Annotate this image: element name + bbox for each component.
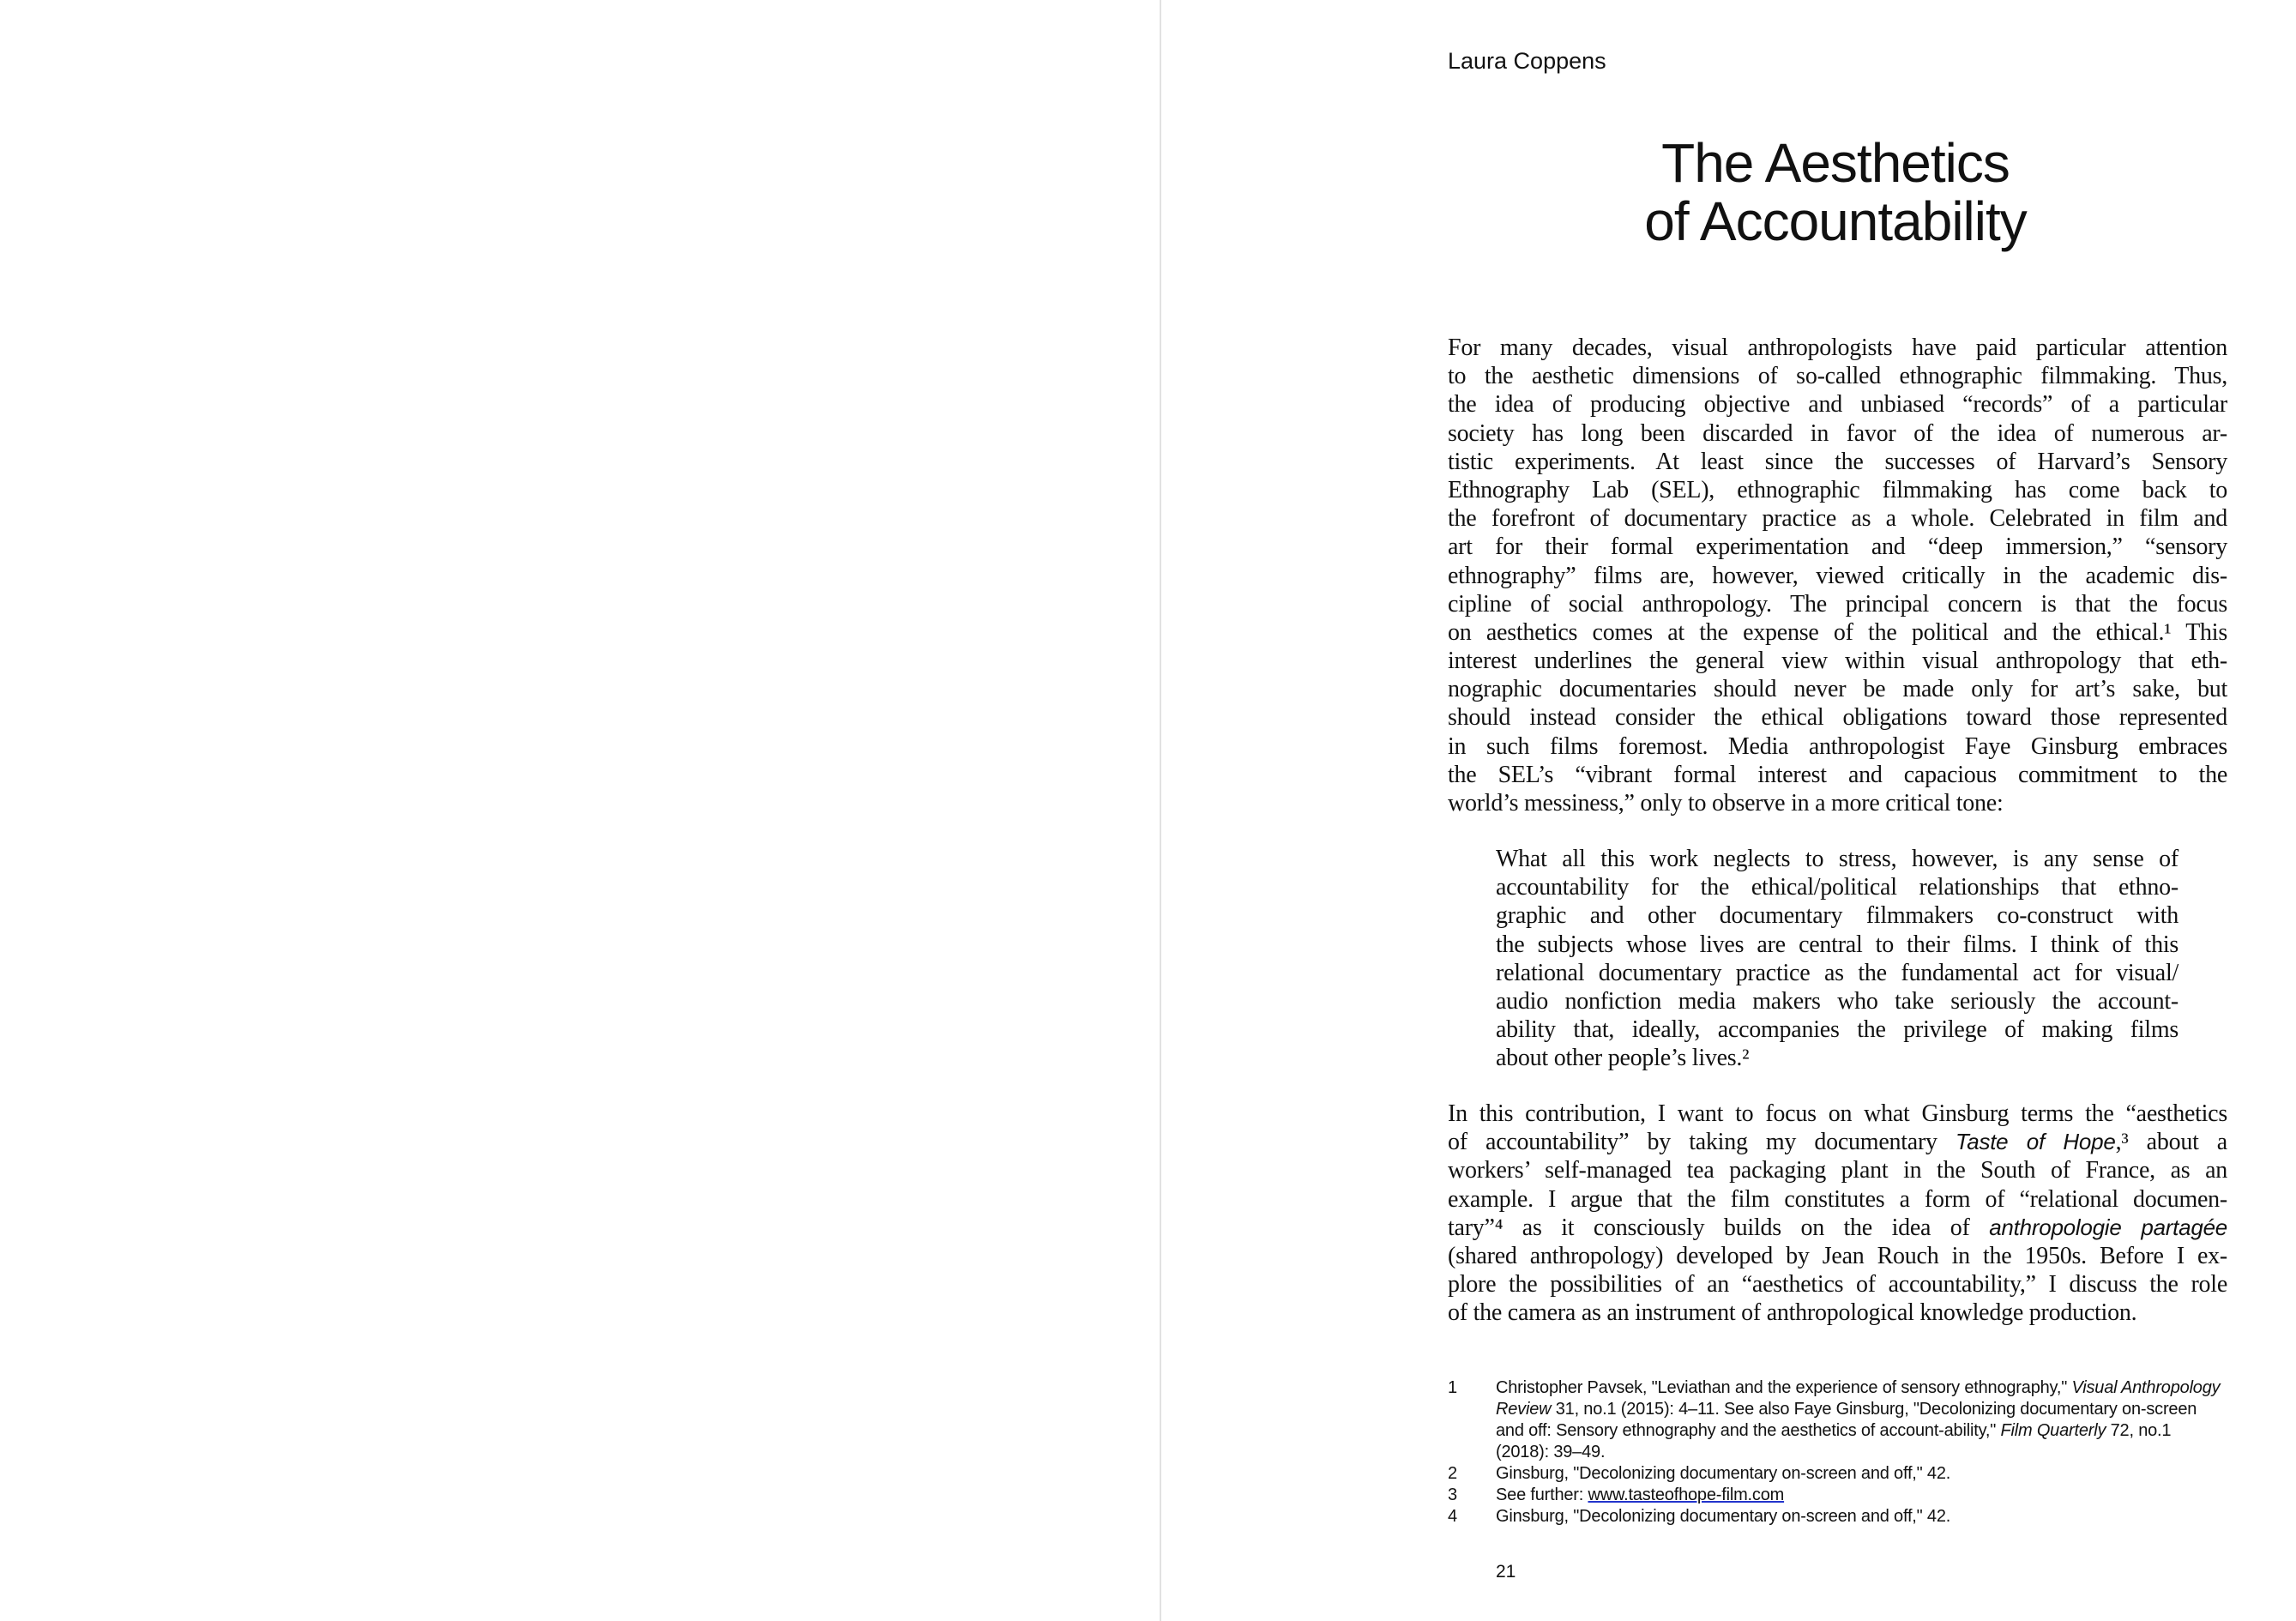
text-line: the subjects whose lives are central to their films. I think of this [1496, 931, 2178, 958]
text-line: What all this work neglects to stress, however, is any sense of [1496, 846, 2178, 872]
footnote-number: 4 [1448, 1507, 1457, 1526]
title-line: of Accountability [1644, 190, 2027, 252]
footnote-number: 2 [1448, 1464, 1457, 1483]
text-segment: 72, no.1 (2018): 39–49. [1496, 1421, 2172, 1461]
text-line: In this contribution, I want to focus on what Ginsburg terms the “aesthetics [1448, 1100, 2227, 1127]
article-title [1492, 134, 2178, 250]
text-line: world’s messiness,” only to observe in a more critical tone: [1448, 790, 2004, 817]
author-name: Laura Coppens [1448, 48, 1606, 74]
text-line: interest underlines the general view within visual anthropology that eth- [1448, 648, 2227, 675]
footnote [1448, 1463, 2228, 1485]
text-line [1448, 1128, 2227, 1156]
text-line: workers’ self-managed tea packaging plant in the South of France, as an [1448, 1157, 2227, 1184]
text-line: example. I argue that the film constitutes a form of “relational documen- [1448, 1185, 2227, 1213]
footnote-text [1496, 1463, 2228, 1485]
text-line: society has long been discarded in favor of the idea of numerous ar- [1448, 419, 2227, 447]
italic-title: anthropologie partagée [1989, 1214, 2227, 1240]
footnote [1448, 1485, 2228, 1506]
footnote-text [1496, 1506, 2228, 1528]
text-segment: Christopher Pavsek, "Leviathan and the experience of sensory ethnography," [1496, 1378, 2072, 1397]
body-paragraph-1 [1448, 334, 2227, 817]
italic-title: Visual Anthropology Review [1496, 1378, 2221, 1419]
text-line: relational documentary practice as the fundamental act for visual/ [1496, 959, 2178, 986]
title-line: The Aesthetics [1661, 132, 2010, 194]
italic-title: Film Quarterly [2000, 1421, 2106, 1440]
text-line: audio nonfiction media makers who take seriously the account- [1496, 987, 2178, 1015]
text-line: to the aesthetic dimensions of so-called ethnographic filmmaking. Thus, [1448, 363, 2227, 390]
text-line: For many decades, visual anthropologists have paid particular attention [1448, 334, 2227, 361]
text-segment: Ginsburg, "Decolonizing documentary on-screen and off," 42. [1496, 1507, 1951, 1526]
text-line: of the camera as an instrument of anthropological knowledge production. [1448, 1299, 2137, 1327]
text-line: ability that, ideally, accompanies the privilege of making films [1496, 1016, 2178, 1044]
text-line: nographic documentaries should never be made only for art’s sake, but [1448, 676, 2227, 703]
text-line: (shared anthropology) developed by Jean Rouch in the 1950s. Before I ex- [1448, 1242, 2227, 1269]
footnote-text [1496, 1377, 2228, 1463]
text-line [1448, 1214, 2227, 1242]
text-segment: of accountability” by taking my documentary [1448, 1129, 1956, 1156]
text-line: accountability for the ethical/political relationships that ethno- [1496, 874, 2178, 901]
text-line: art for their formal experimentation and “deep immersion,” “sensory [1448, 533, 2227, 561]
italic-title: Taste of Hope [1955, 1129, 2116, 1155]
text-line: cipline of social anthropology. The principal concern is that the focus [1448, 590, 2227, 618]
text-line: Ethnography Lab (SEL), ethnographic filmmaking has come back to [1448, 476, 2227, 503]
text-line: plore the possibilities of an “aesthetics of accountability,” I discuss the role [1448, 1271, 2227, 1299]
page-gutter-divider [1160, 0, 1161, 1621]
text-line: the forefront of documentary practice as a whole. Celebrated in film and [1448, 505, 2227, 533]
blockquote [1496, 845, 2178, 1073]
website-link[interactable]: www.tasteofhope-film.com [1588, 1485, 1785, 1504]
page-number: 21 [1496, 1562, 1516, 1582]
footnote-number: 1 [1448, 1378, 1457, 1397]
text-segment: Ginsburg, "Decolonizing documentary on-screen and off," 42. [1496, 1464, 1951, 1483]
text-line: the idea of producing objective and unbiased “records” of a particular [1448, 391, 2227, 419]
text-line: tistic experiments. At least since the successes of Harvard’s Sensory [1448, 448, 2227, 475]
footnotes [1448, 1377, 2228, 1528]
text-line: about other people’s lives.² [1496, 1045, 1750, 1072]
text-line: on aesthetics comes at the expense of the political and the ethical.¹ This [1448, 618, 2227, 646]
text-line: ethnography” films are, however, viewed critically in the academic dis- [1448, 562, 2227, 589]
text-segment: See further: [1496, 1485, 1588, 1504]
text-line: in such films foremost. Media anthropologist Faye Ginsburg embraces [1448, 732, 2227, 760]
footnote-number: 3 [1448, 1485, 1457, 1504]
text-line: the SEL’s “vibrant formal interest and capacious commitment to the [1448, 761, 2227, 788]
text-segment: ,³ about a [2115, 1129, 2227, 1156]
text-segment: tary”⁴ as it consciously builds on the idea of [1448, 1214, 1990, 1241]
text-segment: 31, no.1 (2015): 4–11. See also Faye Ginsburg, "Decolonizing documentary on-screen and off: Sensory ethnography and the aesthetics of account-ability," [1496, 1400, 2197, 1440]
footnote [1448, 1377, 2228, 1463]
footnote-text [1496, 1485, 2228, 1506]
text-line: should instead consider the ethical obligations toward those represented [1448, 704, 2227, 732]
text-line: graphic and other documentary filmmakers co-construct with [1496, 902, 2178, 930]
footnote [1448, 1506, 2228, 1528]
body-paragraph-2 [1448, 1100, 2227, 1328]
